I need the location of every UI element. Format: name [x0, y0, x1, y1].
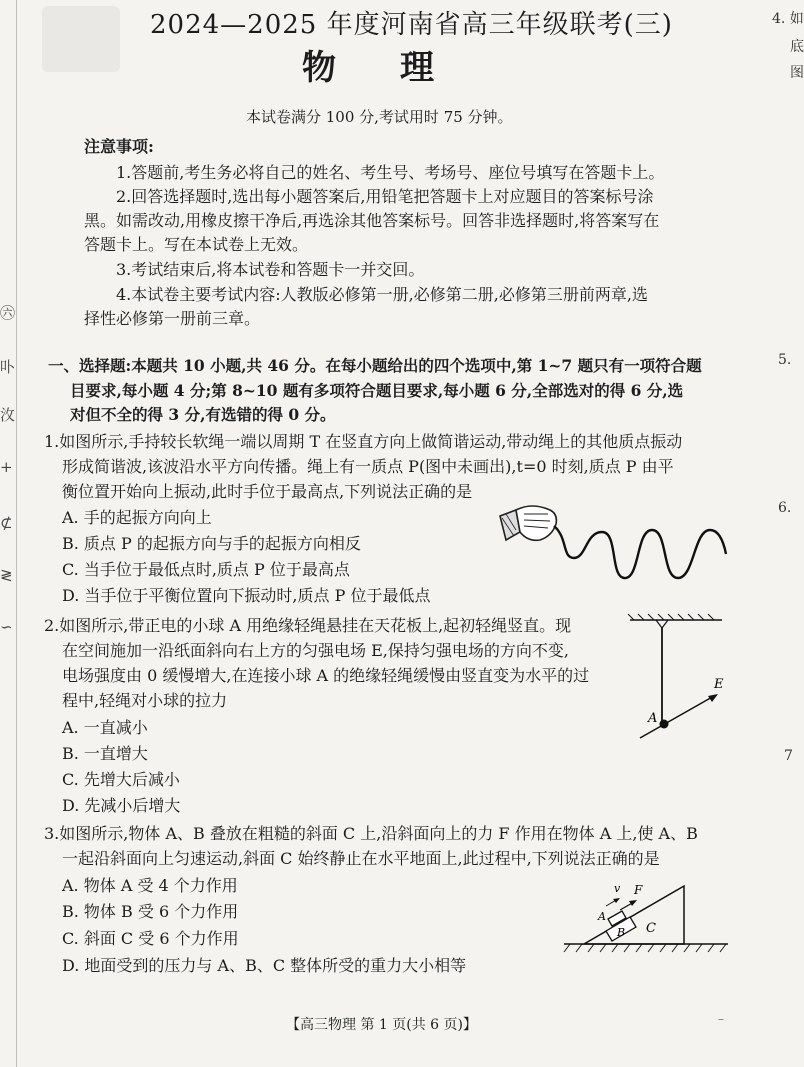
left-edge-fragment: ⊄: [0, 514, 13, 532]
subject-title: 物理: [302, 48, 498, 88]
left-edge-fragment: 卟: [0, 358, 16, 376]
left-page-edge: [16, 0, 17, 1067]
corner-smudge: [42, 6, 120, 72]
force-arrow-icon: [629, 900, 637, 906]
notes-heading: 注意事项:: [84, 137, 154, 156]
question-3-option: C. 斜面 C 受 6 个力作用: [62, 929, 239, 948]
notes-line: 答题卡上。写在本试卷上无效。: [84, 235, 309, 254]
question-2-option: B. 一直增大: [62, 744, 148, 763]
hand-icon: [500, 506, 556, 540]
q3-incline-figure: [562, 870, 732, 960]
question-2-stem: 电场强度由 0 缓慢增大,在连接小球 A 的绝缘轻绳缓慢由竖直变为水平的过: [62, 666, 590, 685]
section-instructions: 一、选择题:本题共 10 小题,共 46 分。在每小题给出的四个选项中,第 1~7 题只有一项符合题: [48, 356, 702, 375]
field-arrow-icon: [708, 694, 718, 702]
notes-line: 择性必修第一册前三章。: [84, 309, 261, 328]
notes-line: 黑。如需改动,用橡皮擦干净后,再选涂其他答案标号。回答非选择题时,将答案写在: [84, 211, 660, 230]
label-c: C: [646, 921, 656, 936]
velocity-arrow-icon: [613, 898, 620, 903]
question-2-stem: 2.如图所示,带正电的小球 A 用绝缘轻绳悬挂在天花板上,起初轻绳竖直。现: [44, 616, 572, 635]
label-a: A: [648, 711, 658, 726]
notes-line: 2.回答选择题时,选出每小题答案后,用铅笔把答题卡上对应题目的答案标号涂: [116, 187, 654, 206]
page-footer: 【高三物理 第 1 页(共 6 页)】: [286, 1017, 477, 1033]
exam-meta: 本试卷满分 100 分,考试用时 75 分钟。: [246, 108, 513, 126]
question-2-stem: 程中,轻绳对小球的拉力: [62, 691, 228, 710]
question-2-option: C. 先增大后减小: [62, 770, 180, 789]
question-3-option: A. 物体 A 受 4 个力作用: [62, 876, 238, 895]
section-instructions: 对但不全的得 3 分,有选错的得 0 分。: [70, 405, 336, 424]
question-2-option: A. 一直减小: [62, 718, 148, 737]
question-1-stem: 形成简谐波,该波沿水平方向传播。绳上有一质点 P(图中未画出),t=0 时刻,质点 P 由平: [62, 457, 674, 476]
right-edge-fragment: 图: [790, 65, 804, 81]
q1-rope-wave-figure: [498, 496, 728, 606]
label-b: B: [617, 926, 626, 939]
ball-a: [660, 720, 669, 729]
question-1-option: C. 当手位于最低点时,质点 P 位于最高点: [62, 560, 350, 579]
exam-title: 2024—2025 年度河南省高三年级联考(三): [150, 10, 673, 40]
left-edge-fragment: ㊅: [0, 304, 16, 322]
right-edge-fragment: 7: [784, 748, 793, 764]
right-edge-fragment: 6.: [778, 500, 792, 516]
q2-pendulum-figure: [626, 612, 736, 752]
label-a: A: [598, 910, 606, 923]
notes-line: 3.考试结束后,将本试卷和答题卡一并交回。: [116, 260, 425, 279]
question-1-option: A. 手的起振方向向上: [62, 508, 212, 527]
left-edge-fragment: ≷: [0, 566, 13, 584]
rope-wave: [554, 526, 726, 578]
question-2-option: D. 先减小后增大: [62, 796, 181, 815]
question-1-option: D. 当手位于平衡位置向下振动时,质点 P 位于最低点: [62, 586, 431, 605]
right-edge-fragment: 4. 如: [772, 11, 804, 27]
question-1-stem: 衡位置开始向上振动,此时手位于最高点,下列说法正确的是: [62, 482, 473, 501]
question-3-option: D. 地面受到的压力与 A、B、C 整体所受的重力大小相等: [62, 956, 467, 975]
footer-mark: –: [718, 1012, 724, 1026]
question-1-stem: 1.如图所示,手持较长软绳一端以周期 T 在竖直方向上做简谐运动,带动绳上的其他质点振动: [44, 432, 683, 451]
question-3-stem: 3.如图所示,物体 A、B 叠放在粗糙的斜面 C 上,沿斜面向上的力 F 作用在物体 A 上,使 A、B: [44, 824, 698, 843]
section-instructions: 目要求,每小题 4 分;第 8~10 题有多项符合题目要求,每小题 6 分,全部选对的得 6 分,选: [70, 381, 684, 400]
notes-line: 1.答题前,考生务必将自己的姓名、考生号、考场号、座位号填写在答题卡上。: [116, 163, 665, 182]
label-v: v: [614, 882, 621, 895]
question-2-stem: 在空间施加一沿纸面斜向右上方的匀强电场 E,保持匀强电场的方向不变,: [62, 641, 569, 660]
label-f: F: [634, 883, 643, 897]
notes-line: 4.本试卷主要考试内容:人教版必修第一册,必修第二册,必修第三册前两章,选: [116, 285, 648, 304]
label-e: E: [714, 677, 724, 692]
left-edge-fragment: ∽: [0, 618, 13, 636]
left-edge-fragment: 㳊: [0, 406, 16, 424]
left-edge-fragment: +: [0, 458, 13, 476]
right-edge-fragment: 底: [790, 39, 804, 55]
question-3-option: B. 物体 B 受 6 个力作用: [62, 902, 239, 921]
question-1-option: B. 质点 P 的起振方向与手的起振方向相反: [62, 534, 361, 553]
question-3-stem: 一起沿斜面向上匀速运动,斜面 C 始终静止在水平地面上,此过程中,下列说法正确的是: [62, 849, 660, 868]
right-edge-fragment: 5.: [778, 352, 792, 368]
